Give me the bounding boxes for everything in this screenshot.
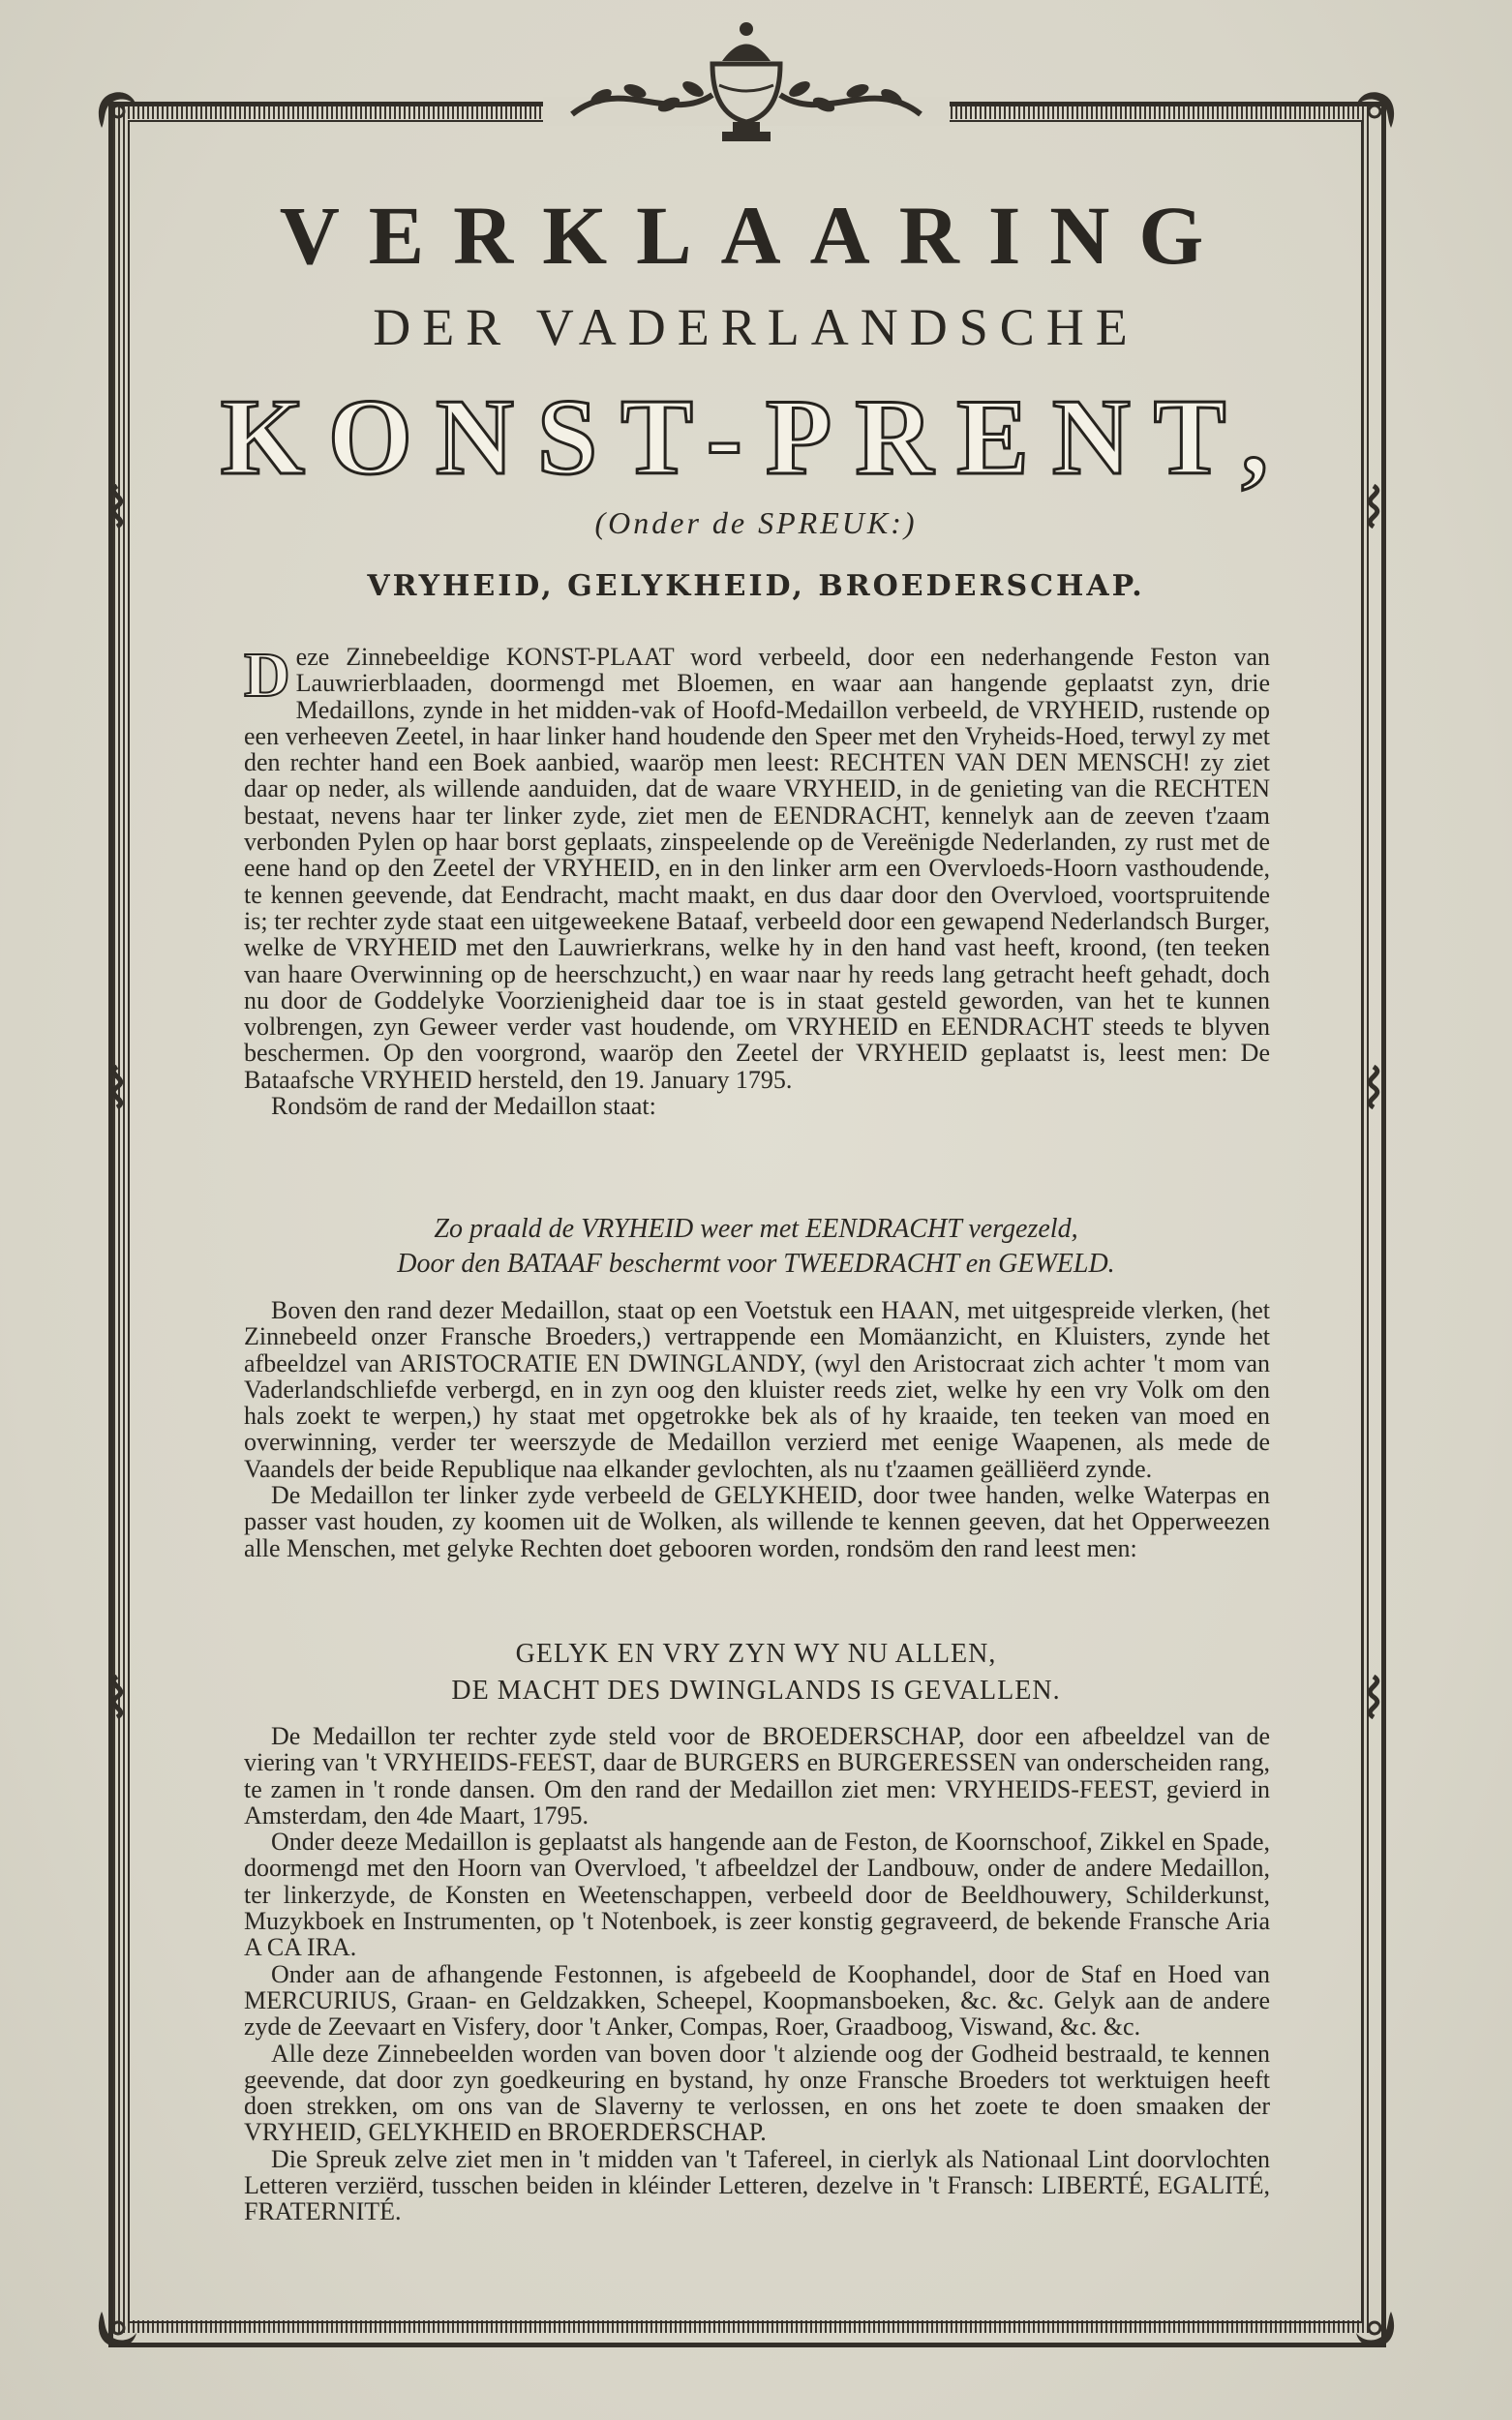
verse-line-2: DE MACHT DES DWINGLANDS IS GEVALLEN. — [451, 1676, 1061, 1706]
body-section-1 — [244, 640, 1270, 1121]
paragraph-broederschap: De Medaillon ter rechter zyde steld voor de BROEDERSCHAP, door een afbeeldzel van de viering van 't VRYHEIDS-FEEST, daar de BURGERS en BURGERESSEN van onderscheiden rang, te zamen in 't ronde dansen. Om den rand der Medaillon ziet men: VRYHEIDS-FEEST, gevierd in Amsterdam, den 4de Maart, 1795. — [244, 1722, 1270, 1830]
urn-crest-icon — [543, 8, 950, 153]
side-ornament-icon — [101, 1065, 134, 1109]
motto: VRYHEID, GELYKHEID, BROEDERSCHAP. — [367, 569, 1145, 603]
body-section-3 — [244, 1723, 1270, 2225]
paragraph-medaillon-rand: Rondsöm de rand der Medaillon staat: — [271, 1092, 656, 1121]
drop-cap: D — [244, 640, 290, 711]
corner-ornament-icon — [92, 85, 144, 137]
body-section-2 — [244, 1297, 1270, 1561]
paragraph-godheid: Alle deze Zinnebeelden worden van boven door 't alziende oog der Godheid bestraald, te kennen geevende, dat door zyn goedkeuring en bystand, hy onze Fransche Broeders tot werktuigen heeft doen strekken, om ons van de Slaverny te verlossen, en ons het zoete te doen smaaken der VRYHEID, GELYKHEID en BROERDERSCHAP. — [244, 2039, 1270, 2147]
title-verklaaring: VERKLAARING — [279, 189, 1233, 282]
corner-ornament-icon — [1348, 85, 1401, 137]
verse-line-1: GELYK EN VRY ZYN WY NU ALLEN, — [515, 1639, 997, 1669]
paragraph-landbouw: Onder deeze Medaillon is geplaatst als hangende aan de Feston, de Koornschoof, Zikkel en Spade, doormengd met den Hoorn van Overvloed, 't afbeeldzel der Landbouw, onder de andere Medaillon, ter linkerzyde, de Konsten en Weetenschappen, verbeeld door de Beeldhouwery, Schilderkunst, Muzykboek en Instrumenten, op 't Notenboek, is zeer konstig gegraveerd, de bekende Fransche Aria A CA IRA. — [244, 1828, 1270, 1962]
paragraph-spreuk: Die Spreuk zelve ziet men in 't midden van 't Tafereel, in cierlyk als Nationaal Lint doorvlochten Letteren verziërd, tusschen beiden in kléinder Letteren, dezelve in 't Fransch: LIBERTÉ, EGALITÉ, FRATERNITÉ. — [244, 2144, 1270, 2226]
paragraph-haan: Boven den rand dezer Medaillon, staat op een Voetstuk een HAAN, met uitgespreide vlerken, (het Zinnebeeld onzer Fransche Broeders,) vertrappende een Momäanzicht, en Kluisters, zynde het afbeeldzel van ARISTOCRATIE EN DWINGLANDY, (wyl den Aristocraat zich achter 't mom van Vaderlandschliefde verbergd, en in zyn oog den kluister reeds ziet, welke hy een vry Volk om den hals zoekt te werpen,) hy staat met opgetrokke bek als of hy kraaide, ten teeken van moed en overwinning, verder ter weerszyde de Medaillon verzierd met eenige Waapenen, als mede de Vaandels der beide Republique naa elkander gevlochten, als nu t'zaamen geälliëerd zynde. — [244, 1296, 1270, 1483]
corner-ornament-icon — [92, 2302, 144, 2354]
title-vaderlandsche: DER VADERLANDSCHE — [373, 298, 1139, 356]
paragraph-description: eze Zinnebeeldige KONST-PLAAT word verbeeld, door een nederhangende Feston van Lauwrierblaaden, doormengd met Bloemen, en waar aan hangende geplaatst zyn, drie Medaillons, zynde in het midden-vak of Hoofd-Medaillon verbeeld, de VRYHEID, rustende op een verheeven Zeetel, in haar linker hand houdende den Speer met den Vryheids-Hoed, terwyl zy met den rechter hand een Boek aanbied, waaröp men leest: RECHTEN VAN DEN MENSCH! zy ziet daar op neder, als willende aanduiden, dat de waare VRYHEID, in de genieting van die RECHTEN bestaat, nevens haar ter linker zyde, ziet men de EENDRACHT, kennelyk aan de zeeven t'zaam verbonden Pylen op haar borst geplaats, zinspeelende op de Vereënigde Nederlanden, zy rust met de eene hand op den Zeetel der VRYHEID, en in den linker arm een Overvloeds-Hoorn vasthoudende, te kennen geevende, dat Eendracht, macht maakt, en dus daar door den Overvloed, voortspruitende is; ter rechter zyde staat een uitgeweekene Bataaf, verbeeld door een gewapend Nederlandsch Burger, welke de VRYHEID met den Lauwrierkrans, welke hy in den hand vast heeft, kroond, (ten teeken van haare Overwinning op de heerschzucht,) en waar naar hy reeds lang getracht heeft gehadt, doch nu door de Goddelyke Voorzienigheid daar toe is in staat gesteld geworden, van het te kunnen volbrengen, zyn Geweer verder vast houdende, om VRYHEID en EENDRACHT steeds te blyven beschermen. Op den voorgrond, waaröp den Zeetel der VRYHEID geplaatst is, leest men: De Bataafsche VRYHEID hersteld, den 19. January 1795. — [244, 643, 1270, 1094]
title-konst-prent: KONST-PRENT, — [220, 378, 1292, 498]
quote-line-1: Zo praald de VRYHEID weer met EENDRACHT vergezeld, — [434, 1214, 1078, 1244]
corner-ornament-icon — [1348, 2302, 1401, 2354]
paragraph-koophandel: Onder aan de afhangende Festonnen, is afgebeeld de Koophandel, door de Staf en Hoed van MERCURIUS, Graan- en Geldzakken, Scheepel, Koopmansboeken, &c. &c. Gelyk aan de andere zyde de Zeevaart en Visfery, door 't Anker, Compas, Roer, Graadboog, Viswand, &c. &c. — [244, 1959, 1270, 2042]
quote-line-2: Door den BATAAF beschermt voor TWEEDRACHT en GEWELD. — [397, 1249, 1115, 1279]
paragraph-gelykheid: De Medaillon ter linker zyde verbeeld de GELYKHEID, door twee handen, welke Waterpas en passer vast houden, zy koomen uit de Wolken, als willende te kennen geeven, dat het Opperweezen alle Menschen, met gelyke Rechten doet gebooren worden, rondsöm den rand leest men: — [244, 1481, 1270, 1562]
side-ornament-icon — [1357, 1065, 1390, 1109]
subtitle-spreuk: (Onder de SPREUK:) — [594, 505, 918, 540]
